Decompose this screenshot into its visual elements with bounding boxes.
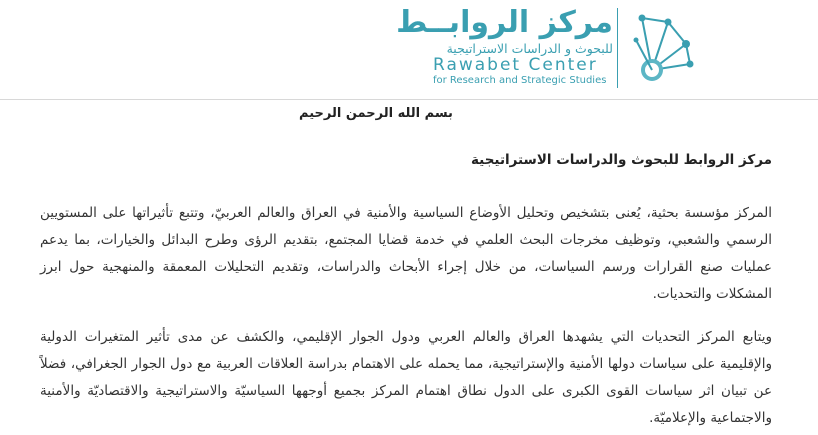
logo-divider <box>617 8 618 88</box>
header-divider <box>0 99 818 100</box>
network-logo-icon <box>628 4 708 94</box>
paragraph-1: المركز مؤسسة بحثية، يُعنى بتشخيص وتحليل الأوضاع السياسية والأمنية في العراق والعالم العربيّ، وتتبع تأثيراتها على المستويين الرسمي والشعبي، وتوظيف مخرجات البحث العلمي في خدمة قضايا المجتمع، بتقديم الرؤى وطرح البدائل والخيارات، بما يدعم عمليات صنع القرارات ورسم السياسات، من خلال إجراء الأبحاث والدراسات، وتقديم التحليلات المعمقة والمنهجية حول ابرز المشكلات والتحديات. <box>40 205 772 302</box>
logo-english-subtitle: for Research and Strategic Studies <box>433 75 607 86</box>
paragraph-2: ويتابع المركز التحديات التي يشهدها العراق والعالم العربي ودول الجوار الإقليمي، والكشف عن مدى تأثير المتغيرات الدولية والإقليمية على سياسات دولها الأمنية والإستراتيجية، مما يحمله على الاهتمام بدراسة العلاقات العربية مع دول الجوار الجغرافي، فضلاً عن تبيان اثر سياسات القوى الكبرى على الدول نطاق اهتمام المركز بجميع أوجهها السياسيّة والاستراتيجية والاقتصاديّة والأمنية والاجتماعية والإعلاميّة. <box>40 329 772 426</box>
logo-english-title: Rawabet Center <box>433 55 598 75</box>
logo-arabic-subtitle: للبحوث و الدراسات الاستراتيجية <box>446 41 613 56</box>
document-title: مركز الروابط للبحوث والدراسات الاستراتيجية <box>471 152 772 168</box>
site-header <box>0 0 818 100</box>
basmala-heading: بسم الله الرحمن الرحيم <box>299 106 453 121</box>
logo-arabic-title: مركز الروابــط <box>396 5 613 40</box>
